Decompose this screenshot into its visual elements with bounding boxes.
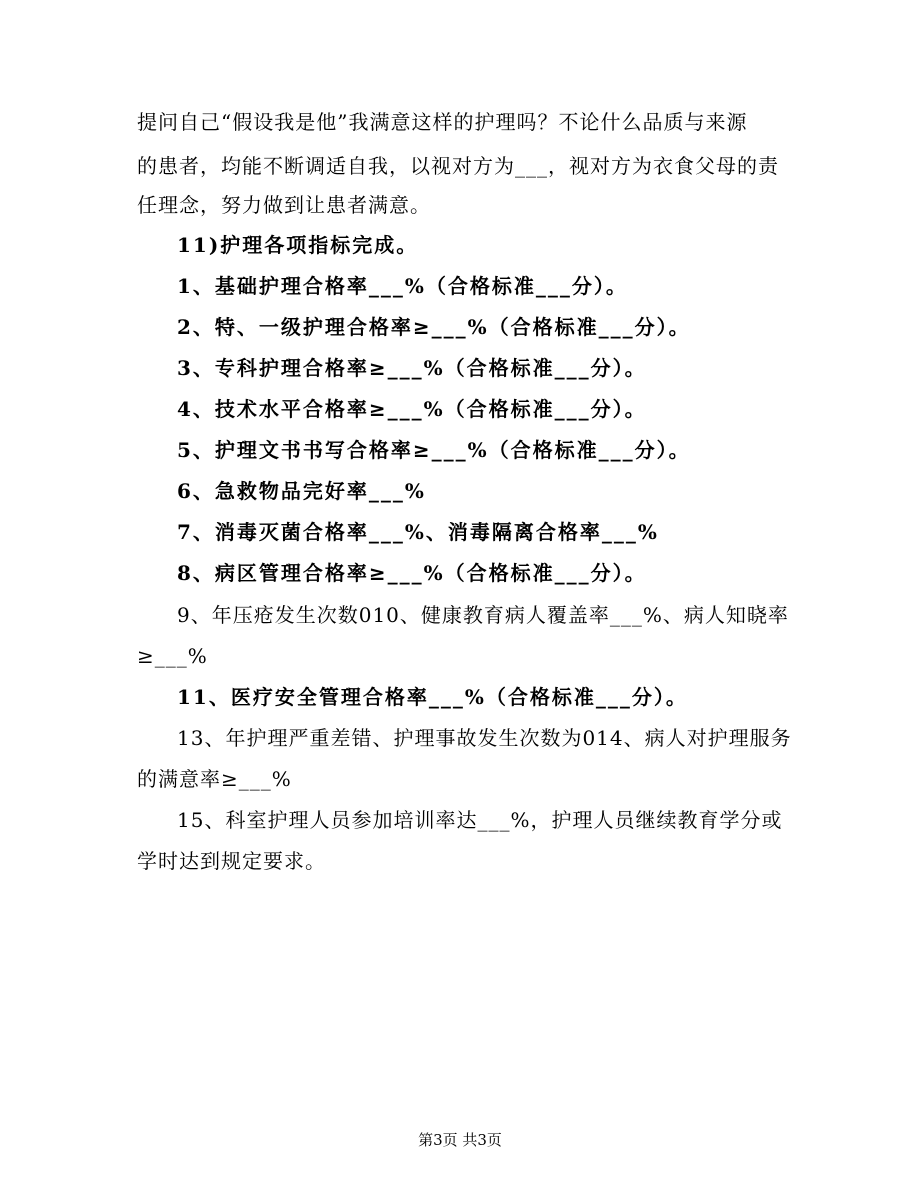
list-item: 7、消毒灭菌合格率___%、消毒隔离合格率___% (177, 520, 659, 544)
list-item: 3、专科护理合格率≥___%（合格标准___分）。 (177, 356, 647, 380)
section-heading: 11)护理各项指标完成。 (177, 233, 419, 257)
list-item: 8、病区管理合格率≥___%（合格标准___分）。 (177, 561, 647, 585)
list-item: 1、基础护理合格率___%（合格标准___分）。 (177, 274, 628, 298)
list-item-continuation: 学时达到规定要求。 (137, 849, 326, 873)
list-item-continuation: 的满意率≥___% (137, 767, 292, 791)
list-item: 11、医疗安全管理合格率___%（合格标准___分）。 (177, 685, 688, 709)
paragraph-line: 任理念，努力做到让患者满意。 (137, 193, 431, 217)
list-item: 9、年压疮发生次数010、健康教育病人覆盖率___%、病人知晓率 (177, 603, 789, 627)
page-number-footer: 第3页 共3页 (418, 1131, 502, 1149)
list-item: 15、科室护理人员参加培训率达___%，护理人员继续教育学分或 (177, 808, 783, 832)
list-item: 5、护理文书书写合格率≥___%（合格标准___分）。 (177, 438, 691, 462)
list-item: 13、年护理严重差错、护理事故发生次数为014、病人对护理服务 (177, 726, 792, 750)
list-item-continuation: ≥___% (137, 644, 208, 668)
list-item: 2、特、一级护理合格率≥___%（合格标准___分）。 (177, 315, 691, 339)
paragraph-line: 的患者，均能不断调适自我，以视对方为___，视对方为衣食父母的责 (137, 154, 779, 178)
paragraph-line: 提问自己“假设我是他”我满意这样的护理吗？不论什么品质与来源 (137, 110, 748, 134)
list-item: 6、急救物品完好率___% (177, 479, 426, 503)
list-item: 4、技术水平合格率≥___%（合格标准___分）。 (177, 397, 647, 421)
